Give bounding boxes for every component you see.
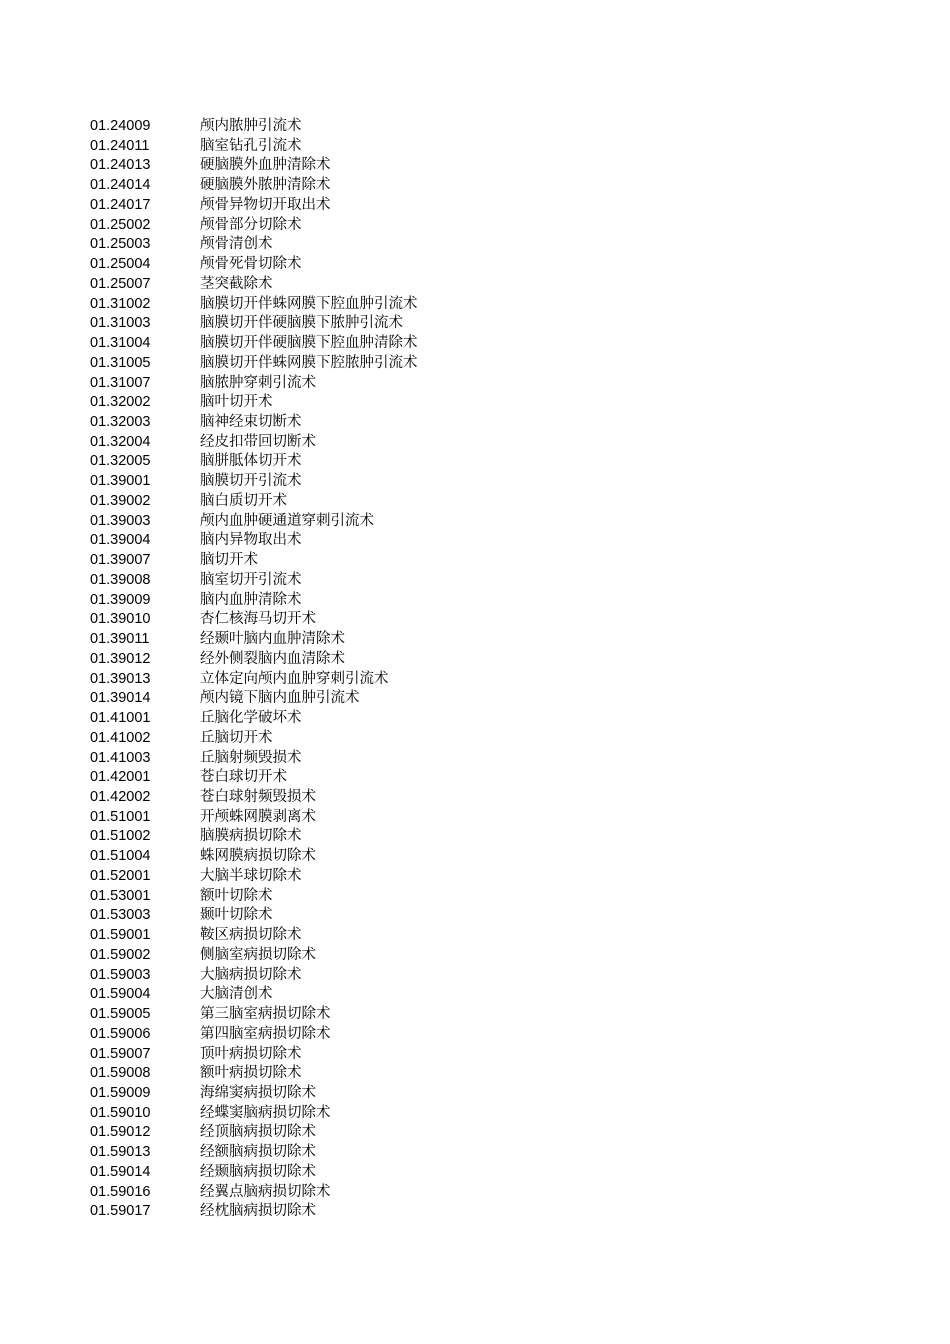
procedure-name: 大脑半球切除术	[200, 867, 302, 884]
procedure-row	[90, 354, 418, 374]
procedure-name: 额叶病损切除术	[200, 1065, 302, 1082]
procedure-name: 颞叶切除术	[200, 907, 273, 924]
procedure-code: 01.59009	[90, 1084, 151, 1101]
procedure-code: 01.39009	[90, 591, 151, 608]
procedure-name: 脑室切开引流术	[200, 571, 302, 588]
procedure-code: 01.53001	[90, 887, 151, 904]
procedure-row	[90, 689, 418, 709]
procedure-name: 经额脑病损切除术	[200, 1144, 316, 1161]
procedure-row	[90, 551, 418, 571]
procedure-code: 01.39012	[90, 650, 151, 667]
procedure-name: 脑切开术	[200, 552, 258, 569]
procedure-name: 丘脑切开术	[200, 729, 273, 746]
procedure-row	[90, 985, 418, 1005]
procedure-name: 丘脑射频毁损术	[200, 749, 302, 766]
procedure-code: 01.31003	[90, 315, 151, 332]
procedure-row	[90, 749, 418, 769]
procedure-name: 顶叶病损切除术	[200, 1045, 302, 1062]
procedure-name: 苍白球切开术	[200, 769, 287, 786]
procedure-row	[90, 531, 418, 551]
procedure-code: 01.51001	[90, 808, 151, 825]
procedure-code: 01.59004	[90, 986, 151, 1003]
procedure-code: 01.32003	[90, 414, 151, 431]
procedure-name: 颅骨清创术	[200, 236, 273, 253]
procedure-row	[90, 966, 418, 986]
procedure-row	[90, 1163, 418, 1183]
procedure-name: 脑白质切开术	[200, 492, 287, 509]
procedure-name: 大脑清创术	[200, 986, 273, 1003]
procedure-code: 01.24009	[90, 118, 151, 134]
procedure-row	[90, 847, 418, 867]
procedure-code: 01.39013	[90, 670, 151, 687]
procedure-name: 蛛网膜病损切除术	[200, 848, 316, 865]
procedure-name: 脑胼胝体切开术	[200, 453, 302, 470]
procedure-code: 01.59016	[90, 1183, 151, 1200]
procedure-row	[90, 117, 418, 137]
procedure-code: 01.41001	[90, 710, 151, 727]
procedure-code: 01.31002	[90, 295, 151, 312]
procedure-row	[90, 1123, 418, 1143]
procedure-code: 01.39014	[90, 690, 151, 707]
procedure-name: 经顶脑病损切除术	[200, 1124, 316, 1141]
procedure-code: 01.39007	[90, 552, 151, 569]
procedure-row	[90, 295, 418, 315]
procedure-code: 01.42002	[90, 788, 151, 805]
procedure-name: 经蝶窦脑病损切除术	[200, 1104, 331, 1121]
procedure-code: 01.59003	[90, 966, 151, 983]
procedure-code: 01.39008	[90, 571, 151, 588]
procedure-row	[90, 334, 418, 354]
procedure-name: 大脑病损切除术	[200, 966, 302, 983]
procedure-name: 脑叶切开术	[200, 394, 273, 411]
procedure-row	[90, 808, 418, 828]
procedure-code: 01.59002	[90, 946, 151, 963]
procedure-code: 01.42001	[90, 769, 151, 786]
procedure-code: 01.59006	[90, 1025, 151, 1042]
procedure-row	[90, 827, 418, 847]
procedure-row	[90, 1104, 418, 1124]
procedure-name: 经皮扣带回切断术	[200, 433, 316, 450]
procedure-code: 01.24017	[90, 196, 151, 213]
procedure-row	[90, 314, 418, 334]
procedure-row	[90, 1025, 418, 1045]
procedure-code: 01.24014	[90, 177, 151, 194]
procedure-name: 脑膜切开伴硬脑膜下脓肿引流术	[200, 315, 403, 332]
procedure-row	[90, 571, 418, 591]
procedure-list	[90, 117, 418, 1222]
procedure-name: 脑膜切开伴蛛网膜下腔血肿引流术	[200, 295, 418, 312]
procedure-name: 脑膜切开引流术	[200, 473, 302, 490]
procedure-code: 01.24013	[90, 157, 151, 174]
procedure-code: 01.31007	[90, 374, 151, 391]
procedure-row	[90, 275, 418, 295]
procedure-row	[90, 650, 418, 670]
procedure-row	[90, 137, 418, 157]
procedure-row	[90, 1084, 418, 1104]
procedure-name: 颅内血肿硬通道穿刺引流术	[200, 512, 374, 529]
procedure-code: 01.52001	[90, 867, 151, 884]
procedure-name: 经颞叶脑内血肿清除术	[200, 631, 345, 648]
procedure-row	[90, 1005, 418, 1025]
procedure-code: 01.39010	[90, 611, 151, 628]
procedure-code: 01.25002	[90, 216, 151, 233]
procedure-code: 01.31004	[90, 335, 151, 352]
procedure-name: 脑膜病损切除术	[200, 828, 302, 845]
procedure-name: 颅内脓肿引流术	[200, 118, 302, 134]
procedure-code: 01.32002	[90, 394, 151, 411]
procedure-name: 脑膜切开伴硬脑膜下腔血肿清除术	[200, 335, 418, 352]
procedure-row	[90, 1143, 418, 1163]
procedure-name: 颅骨死骨切除术	[200, 256, 302, 273]
procedure-row	[90, 610, 418, 630]
procedure-row	[90, 729, 418, 749]
procedure-code: 01.31005	[90, 354, 151, 371]
procedure-name: 脑内异物取出术	[200, 532, 302, 549]
procedure-code: 01.51002	[90, 828, 151, 845]
procedure-row	[90, 216, 418, 236]
procedure-row	[90, 176, 418, 196]
procedure-row	[90, 413, 418, 433]
procedure-name: 杏仁核海马切开术	[200, 611, 316, 628]
procedure-row	[90, 906, 418, 926]
procedure-name: 第四脑室病损切除术	[200, 1025, 331, 1042]
procedure-code: 01.32005	[90, 453, 151, 470]
procedure-row	[90, 768, 418, 788]
procedure-code: 01.53003	[90, 907, 151, 924]
procedure-code: 01.51004	[90, 848, 151, 865]
procedure-row	[90, 393, 418, 413]
procedure-code: 01.25003	[90, 236, 151, 253]
procedure-row	[90, 235, 418, 255]
procedure-name: 脑膜切开伴蛛网膜下腔脓肿引流术	[200, 354, 418, 371]
procedure-row	[90, 1183, 418, 1203]
procedure-code: 01.59010	[90, 1104, 151, 1121]
procedure-name: 经颞脑病损切除术	[200, 1163, 316, 1180]
procedure-name: 硬脑膜外血肿清除术	[200, 157, 331, 174]
procedure-name: 颅骨部分切除术	[200, 216, 302, 233]
procedure-row	[90, 433, 418, 453]
procedure-code: 01.32004	[90, 433, 151, 450]
procedure-name: 颅内镜下脑内血肿引流术	[200, 690, 360, 707]
procedure-name: 颅骨异物切开取出术	[200, 196, 331, 213]
procedure-row	[90, 255, 418, 275]
procedure-row	[90, 452, 418, 472]
procedure-row	[90, 472, 418, 492]
procedure-code: 01.39011	[90, 631, 150, 648]
procedure-row	[90, 512, 418, 532]
procedure-name: 脑神经束切断术	[200, 414, 302, 431]
procedure-code: 01.39002	[90, 492, 151, 509]
procedure-name: 脑脓肿穿刺引流术	[200, 374, 316, 391]
procedure-code: 01.41002	[90, 729, 151, 746]
procedure-row	[90, 709, 418, 729]
procedure-name: 经枕脑病损切除术	[200, 1203, 316, 1220]
procedure-row	[90, 591, 418, 611]
procedure-name: 丘脑化学破坏术	[200, 710, 302, 727]
procedure-code: 01.41003	[90, 749, 151, 766]
procedure-row	[90, 788, 418, 808]
procedure-row	[90, 887, 418, 907]
procedure-code: 01.59001	[90, 927, 151, 944]
procedure-row	[90, 630, 418, 650]
procedure-row	[90, 926, 418, 946]
procedure-row	[90, 196, 418, 216]
procedure-code: 01.39001	[90, 473, 151, 490]
procedure-code: 01.59008	[90, 1065, 151, 1082]
procedure-code: 01.24011	[90, 137, 150, 154]
procedure-code: 01.25007	[90, 275, 151, 292]
procedure-code: 01.25004	[90, 256, 151, 273]
procedure-name: 硬脑膜外脓肿清除术	[200, 177, 331, 194]
procedure-code: 01.59005	[90, 1006, 151, 1023]
procedure-name: 侧脑室病损切除术	[200, 946, 316, 963]
procedure-code: 01.59013	[90, 1144, 151, 1161]
procedure-name: 苍白球射频毁损术	[200, 788, 316, 805]
procedure-name: 经外侧裂脑内血清除术	[200, 650, 345, 667]
procedure-name: 茎突截除术	[200, 275, 273, 292]
procedure-code: 01.59012	[90, 1124, 151, 1141]
procedure-row	[90, 374, 418, 394]
procedure-code: 01.59014	[90, 1163, 151, 1180]
procedure-code: 01.39003	[90, 512, 151, 529]
procedure-name: 立体定向颅内血肿穿刺引流术	[200, 670, 389, 687]
procedure-name: 第三脑室病损切除术	[200, 1006, 331, 1023]
procedure-name: 额叶切除术	[200, 887, 273, 904]
procedure-name: 鞍区病损切除术	[200, 927, 302, 944]
procedure-row	[90, 1202, 418, 1222]
procedure-name: 开颅蛛网膜剥离术	[200, 808, 316, 825]
procedure-name: 脑内血肿清除术	[200, 591, 302, 608]
procedure-row	[90, 670, 418, 690]
procedure-row	[90, 492, 418, 512]
procedure-row	[90, 1064, 418, 1084]
procedure-row	[90, 946, 418, 966]
procedure-code: 01.59017	[90, 1203, 151, 1220]
procedure-name: 脑室钻孔引流术	[200, 137, 302, 154]
procedure-code: 01.39004	[90, 532, 151, 549]
procedure-row	[90, 156, 418, 176]
procedure-name: 海绵窦病损切除术	[200, 1084, 316, 1101]
procedure-name: 经翼点脑病损切除术	[200, 1183, 331, 1200]
procedure-code: 01.59007	[90, 1045, 151, 1062]
procedure-row	[90, 867, 418, 887]
procedure-row	[90, 1045, 418, 1065]
